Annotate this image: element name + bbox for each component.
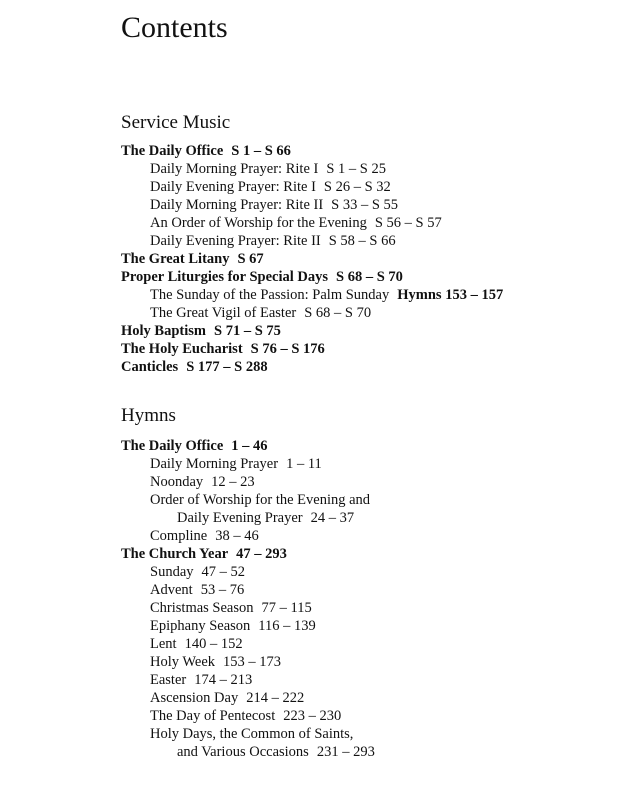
toc-entry: [121, 509, 375, 527]
toc-entry-label: The Sunday of the Passion: Palm Sunday: [150, 287, 390, 303]
toc-entry-ref: 53 – 76: [200, 582, 245, 598]
toc-entry: [121, 340, 503, 358]
toc-entry-label: The Great Litany: [121, 251, 230, 267]
toc-entry-label: Ascension Day: [150, 690, 239, 706]
toc-entry-ref: S 76 – S 176: [250, 341, 325, 357]
toc-entry-ref: S 67: [237, 251, 264, 267]
toc-entry-ref: 47 – 52: [201, 564, 245, 580]
toc-entry: [121, 286, 503, 304]
toc-entry: [121, 142, 503, 160]
toc-entry: [121, 725, 375, 743]
toc-entry-label: The Day of Pentecost: [150, 708, 276, 724]
toc-entry-label: Daily Evening Prayer: [177, 510, 303, 526]
toc-entry-label: Daily Morning Prayer: [150, 456, 279, 472]
toc-entry-ref: 140 – 152: [184, 636, 243, 652]
toc-entry-ref: S 71 – S 75: [214, 323, 281, 339]
toc-entry-ref: S 56 – S 57: [374, 215, 442, 231]
toc-entry-label: Sunday: [150, 564, 194, 580]
toc-entry-ref: S 1 – S 25: [326, 161, 386, 177]
toc-entry: [121, 743, 375, 761]
toc-entry-label: Easter: [150, 672, 187, 688]
toc-entry-label: Advent: [150, 582, 193, 598]
toc-entry: [121, 232, 503, 250]
toc-entry: [121, 689, 375, 707]
toc-entry-ref: S 58 – S 66: [328, 233, 396, 249]
toc-entry: [121, 707, 375, 725]
toc-entry: [121, 653, 375, 671]
toc-entry: [121, 178, 503, 196]
toc-entry-label: Holy Week: [150, 654, 216, 670]
toc-entry-label: and Various Occasions: [177, 744, 309, 760]
toc-entry: [121, 196, 503, 214]
toc-entry-label: Noonday: [150, 474, 204, 490]
section-heading-hymns: Hymns: [121, 405, 176, 426]
toc-entry: [121, 473, 375, 491]
toc-entry-ref: 223 – 230: [283, 708, 342, 724]
toc-entry: [121, 545, 375, 563]
toc-entry-label: Lent: [150, 636, 177, 652]
toc-entry: [121, 160, 503, 178]
toc-entry-ref: Hymns 153 – 157: [397, 287, 504, 303]
toc-entry-label: Daily Evening Prayer: Rite II: [150, 233, 321, 249]
toc-entry-ref: S 68 – S 70: [336, 269, 403, 285]
section-heading-service-music: Service Music: [121, 112, 231, 133]
toc-entry: [121, 304, 503, 322]
toc-entry: [121, 617, 375, 635]
toc-entry-ref: 153 – 173: [223, 654, 282, 670]
toc-entry-ref: S 177 – S 288: [186, 359, 268, 375]
toc-entry-label: Holy Days, the Common of Saints,: [150, 726, 354, 742]
toc-entry-ref: 47 – 293: [236, 546, 287, 562]
toc-entry-label: Order of Worship for the Evening and: [150, 492, 371, 508]
toc-entry-label: An Order of Worship for the Evening: [150, 215, 367, 231]
toc-entry-label: Holy Baptism: [121, 323, 206, 339]
toc-entry-label: Christmas Season: [150, 600, 254, 616]
toc-entry-ref: 214 – 222: [246, 690, 305, 706]
toc-entry: [121, 437, 375, 455]
toc-entry-ref: S 68 – S 70: [304, 305, 372, 321]
toc-entry-ref: 1 – 11: [286, 456, 322, 472]
toc-entry-label: The Great Vigil of Easter: [150, 305, 297, 321]
toc-entry-ref: S 33 – S 55: [331, 197, 399, 213]
toc-entry-ref: S 1 – S 66: [231, 143, 291, 159]
toc-entry-label: Daily Morning Prayer: Rite I: [150, 161, 319, 177]
toc-entry: [121, 358, 503, 376]
toc-entry: [121, 671, 375, 689]
toc-entry-ref: 1 – 46: [231, 438, 268, 454]
toc-entry: [121, 214, 503, 232]
toc-entry-ref: S 26 – S 32: [323, 179, 391, 195]
toc-entry-ref: 24 – 37: [310, 510, 355, 526]
toc-entry-ref: 38 – 46: [215, 528, 259, 544]
toc-entry: [121, 491, 375, 509]
toc-entry-label: Daily Morning Prayer: Rite II: [150, 197, 324, 213]
toc-entry-ref: 231 – 293: [316, 744, 375, 760]
toc-entry-ref: 12 – 23: [211, 474, 255, 490]
toc-entry-label: Proper Liturgies for Special Days: [121, 269, 329, 285]
toc-entry-label: The Holy Eucharist: [121, 341, 243, 357]
toc-entry-ref: 77 – 115: [261, 600, 312, 616]
toc-entry-label: The Daily Office: [121, 143, 224, 159]
toc-entry: [121, 455, 375, 473]
toc-entry: [121, 563, 375, 581]
toc-entry: [121, 527, 375, 545]
toc-entry: [121, 268, 503, 286]
toc-entry: [121, 322, 503, 340]
hymns-list: [121, 437, 375, 761]
toc-entry-ref: 116 – 139: [258, 618, 316, 634]
toc-entry: [121, 635, 375, 653]
toc-entry-label: Epiphany Season: [150, 618, 251, 634]
page-title: Contents: [121, 11, 228, 44]
toc-entry: [121, 250, 503, 268]
toc-entry: [121, 599, 375, 617]
toc-entry-label: Compline: [150, 528, 208, 544]
toc-entry-ref: 174 – 213: [194, 672, 253, 688]
service-music-list: [121, 142, 503, 376]
toc-entry-label: The Daily Office: [121, 438, 224, 454]
toc-entry-label: The Church Year: [121, 546, 229, 562]
toc-entry-label: Daily Evening Prayer: Rite I: [150, 179, 316, 195]
toc-entry: [121, 581, 375, 599]
toc-entry-label: Canticles: [121, 359, 179, 375]
